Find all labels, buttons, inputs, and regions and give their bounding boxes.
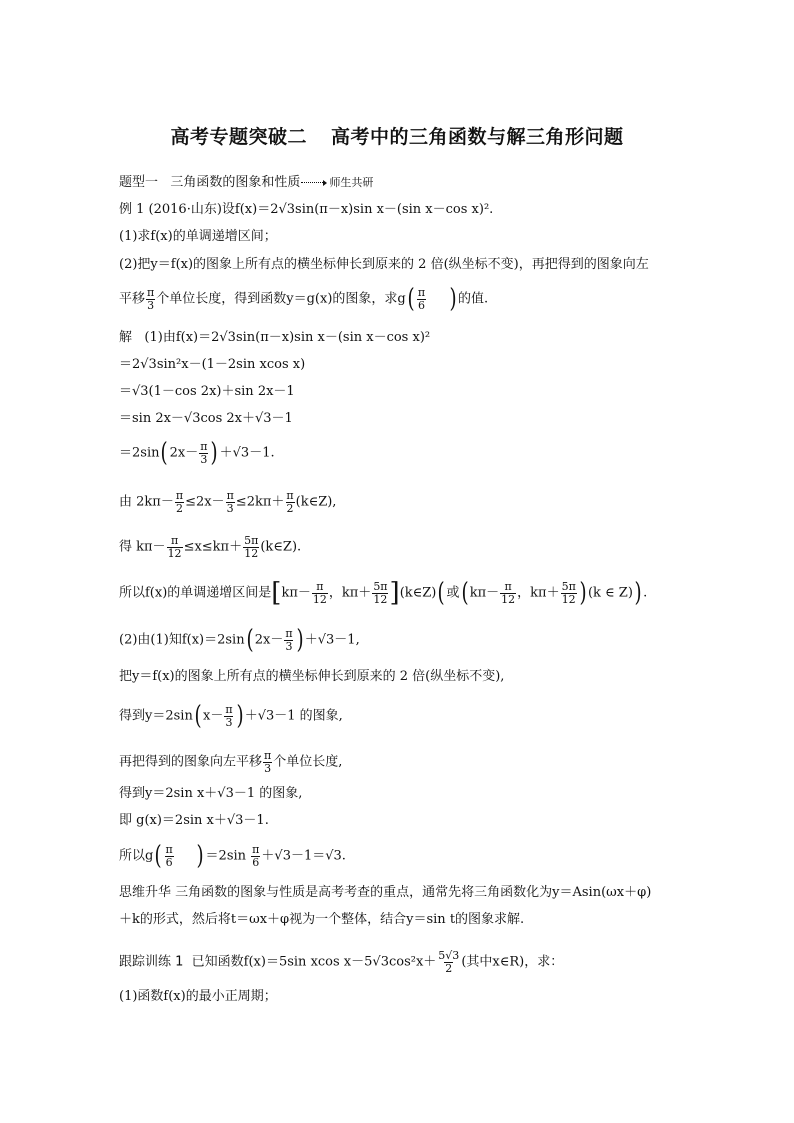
paren-right: ) <box>296 625 304 655</box>
frac-den: 3 <box>200 452 208 466</box>
solution-line-14 <box>119 814 269 827</box>
text-segment: ≤2x－ <box>185 494 225 510</box>
text-segment: 得到y＝2sin x＋√3－1 的图象, <box>119 786 303 801</box>
text-segment: (1)由f(x)＝2√3sin(π－x)sin x－(sin x－cos x)² <box>144 330 431 345</box>
text-segment: 或 <box>446 585 460 601</box>
text-segment: ＝2sin <box>119 445 160 461</box>
paren-left: ( <box>154 841 162 871</box>
example-q1-text: (1)求f(x)的单调递增区间； <box>119 229 277 244</box>
solution-line-10 <box>119 670 504 683</box>
text-segment: ＝2sin <box>205 848 247 864</box>
frac-num: π <box>504 579 512 593</box>
example-q2-text-1: (2)把y＝f(x)的图象上所有点的横坐标伸长到原来的 2 倍(纵坐标不变)，再把得到的图象向左 <box>119 257 649 272</box>
example-q1 <box>119 230 277 243</box>
text-segment: x－ <box>202 708 224 724</box>
frac-den: 2 <box>445 961 453 975</box>
fraction-pi-12 <box>312 581 328 605</box>
text-segment: kπ＋ <box>341 585 372 601</box>
frac-den: 12 <box>501 592 516 606</box>
paren-right: ) <box>579 578 587 608</box>
text-segment: ＝2√3sin²x－(1－2sin xcos x) <box>119 357 306 372</box>
text-segment: 2x－ <box>169 445 199 461</box>
text-segment: ＝sin 2x－√3cos 2x＋√3－1 <box>119 411 293 426</box>
text-segment: (2)由(1)知f(x)＝2sin <box>119 632 245 648</box>
text-segment: kπ－ <box>469 585 500 601</box>
type-label: 题型一 <box>119 175 159 190</box>
frac-num: π <box>165 842 173 856</box>
fraction-pi-6 <box>417 287 426 311</box>
dotted-leader <box>301 182 323 183</box>
fraction-pi-6 <box>164 844 173 868</box>
text-segment: 三角函数的图象与性质是高考考查的重点，通常先将三角函数化为y＝Asin(ωx＋φ) <box>175 885 652 900</box>
frac-den: 12 <box>244 546 259 560</box>
text-segment: 的值. <box>457 291 489 307</box>
example-q2-line2 <box>119 286 488 312</box>
paren-right: ) <box>236 701 244 731</box>
type-text: 三角函数的图象和性质 <box>170 175 301 190</box>
text-segment: 个单位长度, <box>273 754 343 770</box>
fraction-5pi-12 <box>243 535 259 559</box>
fraction-pi-6 <box>251 844 260 868</box>
example-prefix: 例 1 (2016·山东)设 <box>119 202 235 217</box>
thinking-line-1 <box>119 886 651 899</box>
frac-num: 5π <box>244 534 259 547</box>
text-segment: kπ－ <box>281 585 311 601</box>
frac-den: 12 <box>312 592 327 606</box>
solution-line-11 <box>119 703 343 729</box>
frac-num: π <box>200 439 208 453</box>
text-segment: 个单位长度，得到函数y＝g(x)的图象，求g <box>156 291 406 307</box>
frac-num: π <box>226 489 234 502</box>
fraction-5pi-12 <box>561 581 577 605</box>
frac-den: 3 <box>285 639 293 653</box>
solution-line-8: 所以f(x)的单调递增区间是[kπ－ $\frac{\pi}{12}$ ，kπ＋ $\frac{5\pi}{12}$ ](k∈Z)( 或( kπ－ $\frac{\pi}{12}$ ，kπ＋ $\frac{5\pi}{12}$ ) (k ∈ Z)) . <box>119 578 648 608</box>
text-segment: ＋√3－1. <box>219 445 275 461</box>
frac-num: π <box>170 534 179 547</box>
frac-den: 12 <box>561 592 576 606</box>
frac-num: π <box>285 626 293 640</box>
type-heading <box>119 176 373 189</box>
frac-num: 5π <box>373 579 388 593</box>
frac-num: 5π <box>561 579 576 593</box>
text-segment: 由 2kπ－ <box>119 494 174 510</box>
text-segment: 得到y＝2sin <box>119 708 193 724</box>
frac-den: 3 <box>147 298 155 312</box>
fraction-pi-3 <box>226 490 235 514</box>
text-segment: (k∈Z), <box>295 494 337 510</box>
paren-left: ( <box>246 625 254 655</box>
frac-num: π <box>417 285 426 299</box>
paren-right: ) <box>449 284 457 314</box>
solution-line-5 <box>119 440 275 466</box>
frac-den: 3 <box>226 501 234 515</box>
frac-den: 3 <box>225 715 233 729</box>
text-segment: ≤x≤kπ＋ <box>183 539 243 555</box>
bracket-left: [ <box>271 578 282 608</box>
text-segment: ＋√3－1 的图象, <box>244 708 343 724</box>
paren-left: ( <box>194 701 202 731</box>
example-q2-line1 <box>119 258 649 271</box>
frac-num: π <box>252 842 260 856</box>
text-segment: ＝√3(1－cos 2x)＋sin 2x－1 <box>119 384 295 399</box>
fraction-5sqrt3-2 <box>437 950 460 974</box>
frac-num: π <box>147 285 155 299</box>
text-segment: 平移 <box>119 291 146 307</box>
practice-line-1 <box>119 950 563 974</box>
text-segment: ， <box>517 585 531 601</box>
solution-line-1 <box>119 331 430 344</box>
solution-line-13 <box>119 787 302 800</box>
solution-line-9 <box>119 627 360 653</box>
text-segment: (其中x∈R)，求： <box>461 954 564 970</box>
text-segment: ＋k的形式，然后将t＝ωx＋φ视为一个整体，结合y＝sin t的图象求解. <box>119 912 525 927</box>
text-segment: 2x－ <box>254 632 284 648</box>
frac-den: 12 <box>373 592 388 606</box>
text-segment: ＋√3－1＝√3. <box>261 848 346 864</box>
solution-label: 解 <box>119 330 133 345</box>
practice-q1 <box>119 990 277 1003</box>
solution-line-4 <box>119 412 293 425</box>
thinking-label: 思维升华 <box>119 885 172 900</box>
title-part-1: 高考专题突破二 <box>170 126 307 148</box>
text-segment: ＋√3－1, <box>304 632 360 648</box>
example-stem <box>119 203 493 216</box>
practice-label: 跟踪训练 1 <box>119 954 184 970</box>
frac-num: 5√3 <box>438 949 460 962</box>
arrow-icon <box>323 180 327 186</box>
text-segment: (k∈Z) <box>399 585 437 601</box>
text-segment: 把y＝f(x)的图象上所有点的横坐标伸长到原来的 2 倍(纵坐标不变), <box>119 669 505 684</box>
fraction-pi-3 <box>224 704 233 728</box>
frac-num: π <box>286 489 294 502</box>
thinking-line-2 <box>119 913 524 926</box>
fraction-pi-3 <box>199 441 208 465</box>
paren-left: ( <box>407 284 415 314</box>
paren-left: ( <box>437 578 446 608</box>
fraction-pi-3 <box>146 287 155 311</box>
frac-den: 6 <box>417 298 425 312</box>
text-segment: ≤2kπ＋ <box>235 494 285 510</box>
text-segment: 得 kπ－ <box>119 539 166 555</box>
text-segment: ， <box>328 585 342 601</box>
fraction-pi-3 <box>263 750 272 774</box>
frac-den: 2 <box>175 501 183 515</box>
fraction-pi-2 <box>285 490 294 514</box>
solution-line-7 <box>119 535 301 559</box>
paren-left: ( <box>161 438 169 468</box>
solution-line-6 <box>119 490 336 514</box>
frac-den: 6 <box>165 855 173 869</box>
frac-den: 3 <box>264 761 272 775</box>
solution-line-3 <box>119 385 295 398</box>
text-segment: 所以g <box>119 848 154 864</box>
text-segment: (1)函数f(x)的最小正周期； <box>119 989 277 1004</box>
title-part-2: 高考中的三角函数与解三角形问题 <box>331 126 624 148</box>
frac-num: π <box>264 749 272 762</box>
fraction-5pi-12 <box>372 581 388 605</box>
frac-num: π <box>225 702 233 716</box>
text-segment: (k∈Z). <box>260 539 302 555</box>
paren-right: ) <box>196 841 205 871</box>
solution-line-2 <box>119 358 305 371</box>
page-title <box>0 122 794 149</box>
bracket-right: ] <box>389 578 400 608</box>
fraction-pi-12 <box>167 535 183 559</box>
frac-den: 12 <box>167 546 182 560</box>
frac-den: 2 <box>286 501 294 515</box>
fraction-pi-3 <box>284 628 293 652</box>
solution-line-12 <box>119 750 342 774</box>
fraction-pi-12 <box>500 581 516 605</box>
type-tag: 师生共研 <box>329 176 374 189</box>
text-segment: 再把得到的图象向左平移 <box>119 754 263 770</box>
example-expression: f(x)＝2√3sin(π－x)sin x－(sin x－cos x)². <box>234 202 494 217</box>
text-segment: 即 g(x)＝2sin x＋√3－1. <box>119 813 269 828</box>
paren-right: ) <box>211 438 219 468</box>
frac-den: 6 <box>252 855 260 869</box>
frac-num: π <box>316 579 324 593</box>
text-segment: 所以f(x)的单调递增区间是 <box>119 585 272 601</box>
solution-line-15 <box>119 843 346 869</box>
text-segment: (k ∈ Z) <box>587 585 633 601</box>
paren-right: ) <box>634 578 642 608</box>
frac-num: π <box>175 489 184 502</box>
text-segment: kπ＋ <box>530 585 560 601</box>
text-segment: 已知函数f(x)＝5sin xcos x－5√3cos²x＋ <box>191 954 437 970</box>
fraction-pi-2 <box>175 490 184 514</box>
paren-left: ( <box>461 578 469 608</box>
